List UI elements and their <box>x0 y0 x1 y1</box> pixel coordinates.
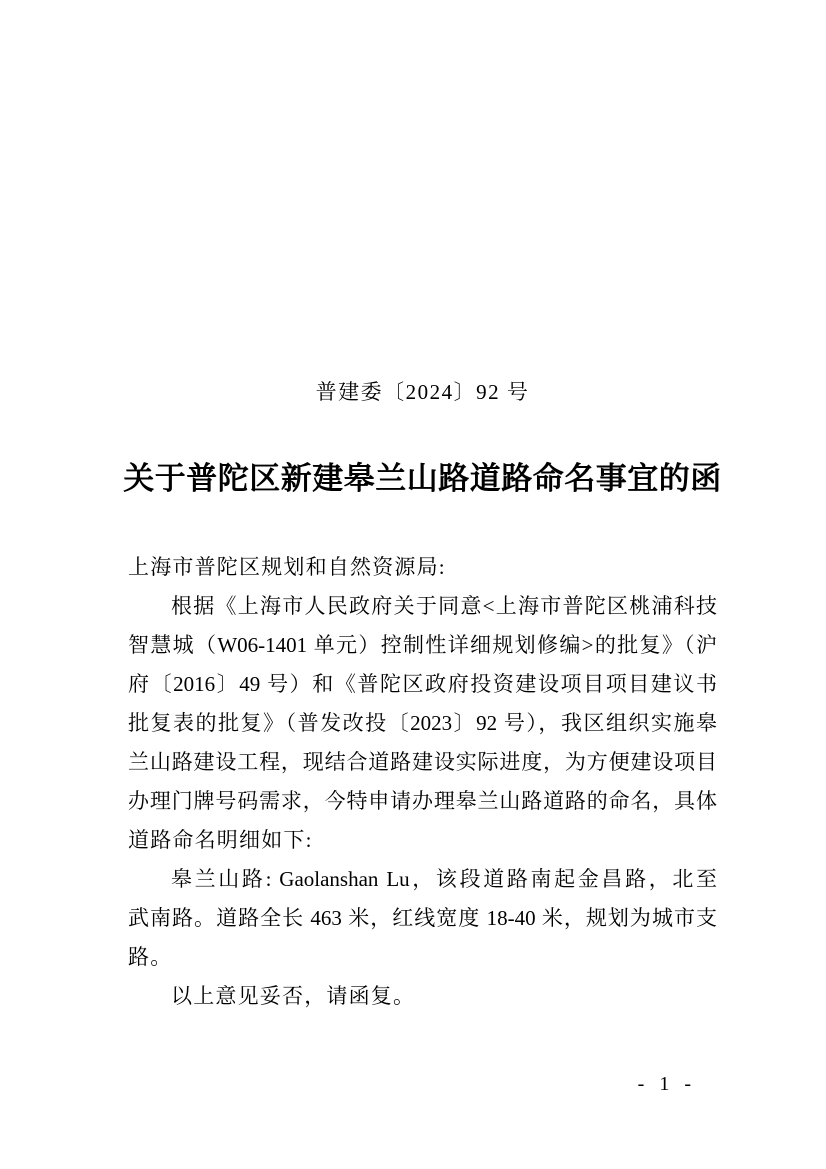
salutation-line: 上海市普陀区规划和自然资源局: <box>128 555 446 579</box>
document-title: 关于普陀区新建皋兰山路道路命名事宜的函 <box>123 461 722 496</box>
closing-line: 以上意见妥否，请函复。 <box>171 984 416 1008</box>
page-number: - 1 - <box>637 1073 696 1095</box>
body-line: 武南路。道路全长 463 米，红线宽度 18-40 米，规划为城市支 <box>128 906 717 930</box>
document-reference-number: 普建委〔2024〕92 号 <box>315 380 530 404</box>
document-body <box>128 548 717 1016</box>
body-line: 道路命名明细如下: <box>128 828 313 852</box>
body-line: 路。 <box>128 945 173 969</box>
body-line: 根据《上海市人民政府关于同意<上海市普陀区桃浦科技 <box>171 594 717 618</box>
body-line: 兰山路建设工程，现结合道路建设实际进度，为方便建设项目 <box>128 750 717 774</box>
body-line: 府〔2016〕49 号）和《普陀区政府投资建设项目项目建议书 <box>128 672 717 696</box>
body-line: 皋兰山路: Gaolanshan Lu，该段道路南起金昌路，北至 <box>171 867 717 891</box>
body-line: 批复表的批复》（普发改投〔2023〕92 号），我区组织实施皋 <box>128 711 717 735</box>
body-line: 智慧城（W06-1401 单元）控制性详细规划修编>的批复》（沪 <box>128 633 717 657</box>
body-line: 办理门牌号码需求，今特申请办理皋兰山路道路的命名，具体 <box>128 789 717 813</box>
